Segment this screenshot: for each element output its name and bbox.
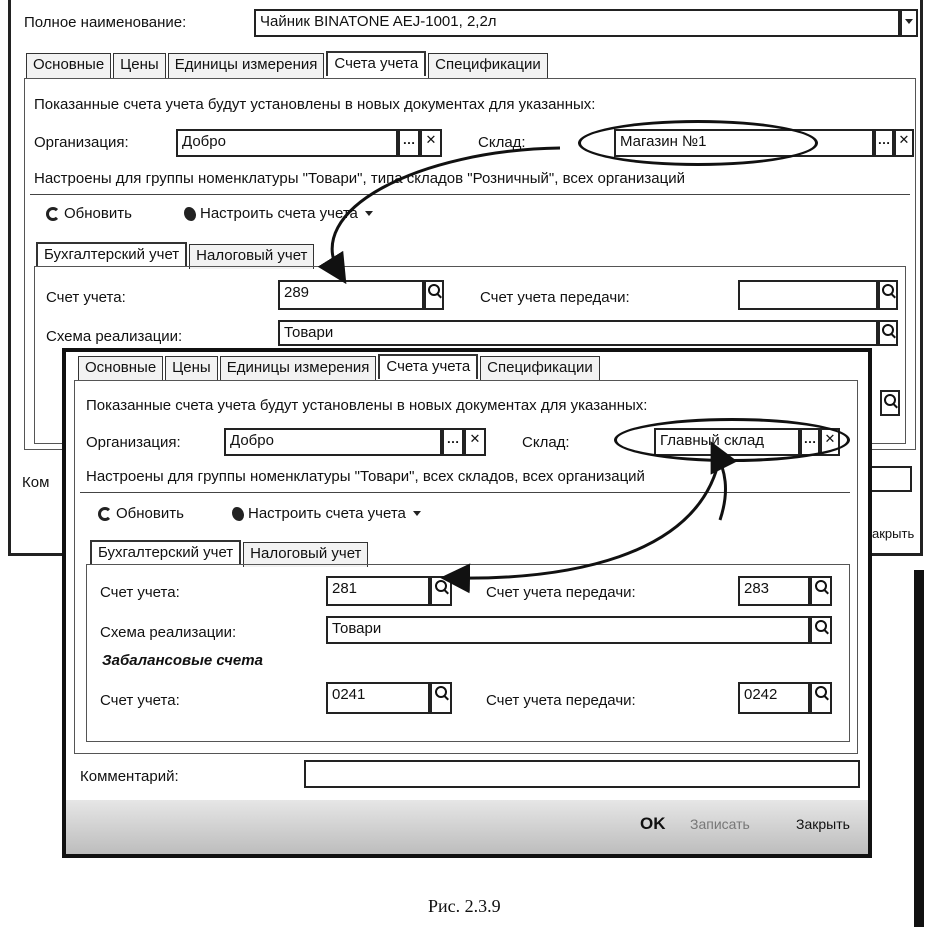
front-tab-units[interactable]: Единицы измерения xyxy=(220,356,377,381)
back-warehouse-label: Склад: xyxy=(478,134,526,151)
front-ob-account-input[interactable]: 0241 xyxy=(326,682,430,714)
back-close-button[interactable]: акрыть xyxy=(872,526,915,541)
back-org-label: Организация: xyxy=(34,134,129,151)
arrow-warehouse-to-account xyxy=(452,456,720,578)
front-org-input[interactable]: Добро xyxy=(224,428,442,456)
back-setup-label: Настроить счета учета xyxy=(200,205,358,222)
front-scheme-input[interactable]: Товари xyxy=(326,616,810,644)
close-button[interactable]: Закрыть xyxy=(796,816,850,832)
right-edge-shadow xyxy=(914,570,924,927)
front-warehouse-label: Склад: xyxy=(522,434,570,451)
front-ob-transfer-label: Счет учета передачи: xyxy=(486,692,636,709)
front-org-label: Организация: xyxy=(86,434,181,451)
back-tab-accounts[interactable]: Счета учета xyxy=(326,51,426,76)
front-config-note: Настроены для группы номенклатуры "Товари", всех складов, всех организаций xyxy=(86,468,645,485)
back-scheme-input[interactable]: Товари xyxy=(278,320,878,346)
back-account-label: Счет учета: xyxy=(46,289,126,306)
front-tab-accounts[interactable]: Счета учета xyxy=(378,354,478,379)
back-comment-label: Ком xyxy=(22,474,50,491)
back-warehouse-select-button[interactable]: … xyxy=(874,129,894,157)
front-subtab-tax[interactable]: Налоговый учет xyxy=(243,542,368,567)
back-subtab-tax[interactable]: Налоговый учет xyxy=(189,244,314,269)
front-ob-account-label: Счет учета: xyxy=(100,692,180,709)
front-scheme-label: Схема реализации: xyxy=(100,624,237,641)
figure-caption: Рис. 2.3.9 xyxy=(428,896,501,916)
front-tab-main[interactable]: Основные xyxy=(78,356,163,381)
back-org-input[interactable]: Добро xyxy=(176,129,398,157)
front-org-select-button[interactable]: … xyxy=(442,428,464,456)
full-name-label: Полное наименование: xyxy=(24,14,187,31)
front-comment-label: Комментарий: xyxy=(80,768,179,785)
back-refresh-label: Обновить xyxy=(64,205,132,222)
front-tab-specs[interactable]: Спецификации xyxy=(480,356,600,381)
front-ob-transfer-input[interactable]: 0242 xyxy=(738,682,810,714)
back-scheme-label: Схема реализации: xyxy=(46,328,183,345)
back-transfer-label: Счет учета передачи: xyxy=(480,289,630,306)
back-tab-main[interactable]: Основные xyxy=(26,53,111,78)
full-name-input[interactable]: Чайник BINATONE AEJ-1001, 2,2л xyxy=(254,9,900,37)
write-button[interactable]: Записать xyxy=(690,816,750,832)
back-org-clear-button[interactable]: ✕ xyxy=(420,129,442,157)
back-tab-specs[interactable]: Спецификации xyxy=(428,53,548,78)
back-tab-prices[interactable]: Цены xyxy=(113,53,166,78)
back-config-note: Настроены для группы номенклатуры "Товари", типа складов "Розничный", всех организаций xyxy=(34,170,685,187)
front-info-text: Показанные счета учета будут установлены в новых документах для указанных: xyxy=(86,397,648,414)
front-warehouse-input[interactable]: Главный склад xyxy=(654,428,800,456)
back-tab-units[interactable]: Единицы измерения xyxy=(168,53,325,78)
front-subtab-accounting[interactable]: Бухгалтерский учет xyxy=(90,540,241,565)
front-transfer-label: Счет учета передачи: xyxy=(486,584,636,601)
ok-button[interactable]: OK xyxy=(640,814,666,833)
front-warehouse-clear-button[interactable]: ✕ xyxy=(820,428,840,456)
back-info-text: Показанные счета учета будут установлены в новых документах для указанных: xyxy=(34,96,596,113)
front-account-input[interactable]: 281 xyxy=(326,576,430,606)
arrow-store-to-account xyxy=(332,148,560,274)
back-org-select-button[interactable]: … xyxy=(398,129,420,157)
back-warehouse-input[interactable]: Магазин №1 xyxy=(614,129,874,157)
front-account-label: Счет учета: xyxy=(100,584,180,601)
front-setup-label: Настроить счета учета xyxy=(248,505,406,522)
front-offbalance-title: Забалансовые счета xyxy=(102,652,263,669)
front-org-clear-button[interactable]: ✕ xyxy=(464,428,486,456)
back-account-input[interactable]: 289 xyxy=(278,280,424,310)
front-warehouse-select-button[interactable]: … xyxy=(800,428,820,456)
front-transfer-input[interactable]: 283 xyxy=(738,576,810,606)
back-warehouse-clear-button[interactable]: ✕ xyxy=(894,129,914,157)
front-refresh-label: Обновить xyxy=(116,505,184,522)
front-tab-prices[interactable]: Цены xyxy=(165,356,218,381)
back-subtab-accounting[interactable]: Бухгалтерский учет xyxy=(36,242,187,267)
